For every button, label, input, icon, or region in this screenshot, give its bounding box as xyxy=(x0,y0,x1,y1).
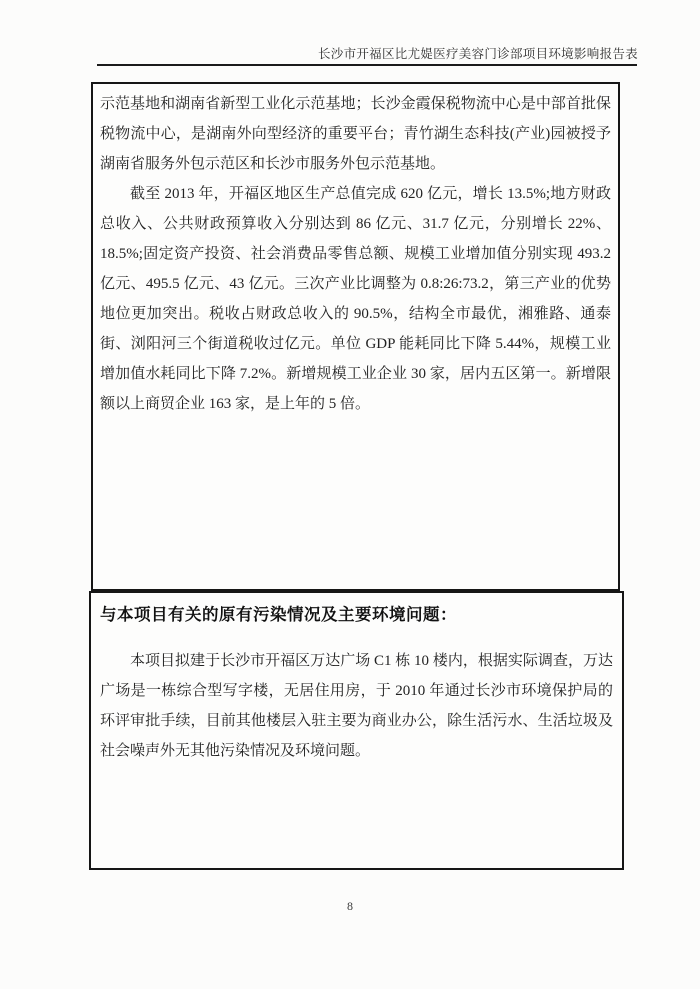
report-header-title: 长沙市开福区比尤媞医疗美容门诊部项目环境影响报告表 xyxy=(317,47,638,61)
regional-overview-cell xyxy=(91,82,620,591)
existing-pollution-cell xyxy=(89,591,624,870)
page-number: 8 xyxy=(347,899,353,913)
overview-paragraph-statistics: 截至 2013 年，开福区地区生产总值完成 620 亿元，增长 13.5%;地方财政总收入、公共财政预算收入分别达到 86 亿元、31.7 亿元，分别增长 22%、18.5%;固定资产投资、社会消费品零售总额、规模工业增加值分别实现 493.2 亿元、495.5 亿元、43 亿元。三次产业比调整为 0.8:26:73.2，第三产业的优势地位更加突出。税收占财政总收入的 90.5%，结构全市最优，湘雅路、通泰街、浏阳河三个街道税收过亿元。单位 GDP 能耗同比下降 5.44%，规模工业增加值水耗同比下降 7.2%。新增规模工业企业 30 家，居内五区第一。新增限额以上商贸企业 163 家，是上年的 5 倍。 xyxy=(100,186,611,412)
pollution-paragraph: 本项目拟建于长沙市开福区万达广场 C1 栋 10 楼内，根据实际调查，万达广场是一栋综合型写字楼，无居住用房，于 2010 年通过长沙市环境保护局的环评审批手续，目前其他楼层入驻主要为商业办公，除生活污水、生活垃圾及社会噪声外无其他污染情况及环境问题。 xyxy=(100,653,613,759)
header-divider-rule xyxy=(97,64,637,66)
overview-paragraph-continuation: 示范基地和湖南省新型工业化示范基地；长沙金霞保税物流中心是中部首批保税物流中心，是湖南外向型经济的重要平台；青竹湖生态科技(产业)园被授予湖南省服务外包示范区和长沙市服务外包示范基地。 xyxy=(100,96,611,172)
pollution-section-heading: 与本项目有关的原有污染情况及主要环境问题： xyxy=(100,606,457,624)
